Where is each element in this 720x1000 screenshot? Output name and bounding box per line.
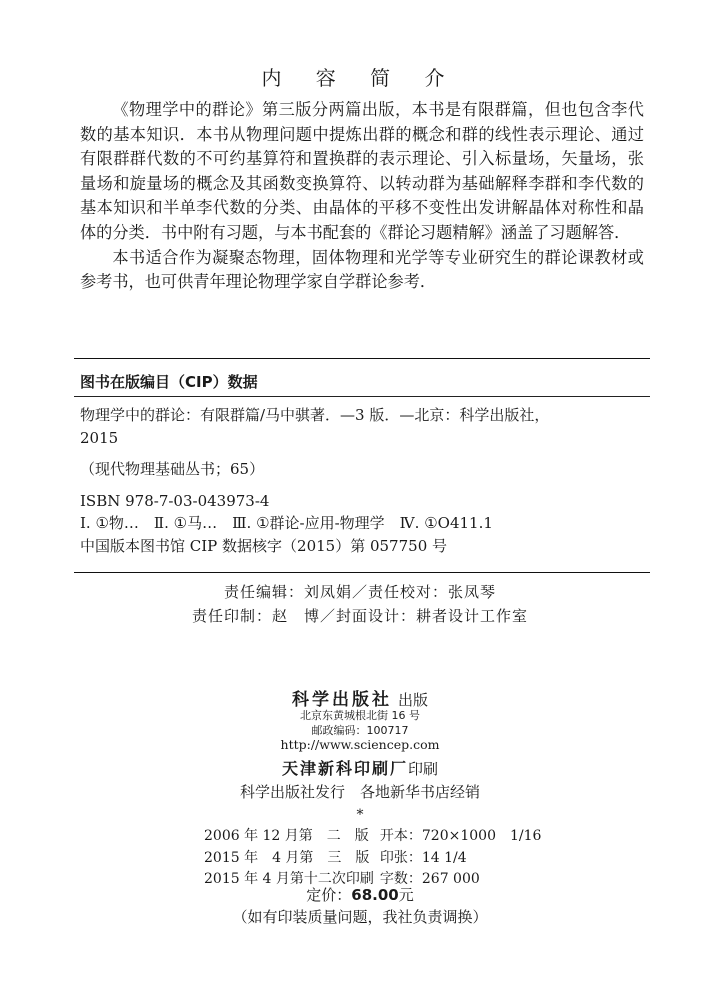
edition-cell: 2015 年 4 月第十二次印刷 (204, 871, 374, 887)
credits-line-1: 责任编辑：刘凤娟／责任校对：张凤琴 (223, 583, 496, 601)
price-label: 定价： (306, 886, 352, 904)
publisher-url: http://www.sciencep.com (280, 737, 440, 752)
page-title: 内 容 简 介 (261, 66, 459, 90)
intro-paragraph-1: 《物理学中的群论》第三版分两篇出版，本书是有限群篇，但也包含李代数的基本知识．本书从物理问题中提炼出群的概念和群的线性表示理论、通过有限群群代数的不可约基算符和置换群的表示理论、引入标量场，矢量场，张量场和旋量场的概念及其函数变换算符、以转动群为基础解释李群和李代数的基本知识和半单李代数的分类、由晶体的平移不变性出发讲解晶体对称性和晶体的分类．书中附有习题，与本书配套的《群论习题精解》涵盖了习题解答． (80, 100, 644, 242)
separator-star: * (356, 807, 364, 823)
cip-bottom-rule (74, 572, 650, 573)
edition-cell: 2015 年 4 月第 三 版 (204, 849, 370, 866)
edition-row (204, 826, 547, 848)
price-line (0, 884, 720, 905)
printer-line (0, 756, 720, 779)
cip-line-title: 物理学中的群论：有限群篇/马中骐著．—3 版．—北京：科学出版社， (80, 406, 550, 424)
credits-line-2: 责任印制：赵 博／封面设计：耕者设计工作室 (191, 607, 528, 625)
publisher-name: 科学出版社 (291, 690, 392, 710)
cip-heading-rule (74, 396, 650, 397)
printer-name: 天津新科印刷厂 (281, 759, 408, 778)
price-unit: 元 (398, 886, 414, 904)
cip-top-rule (74, 358, 650, 359)
publisher-suffix: 出版 (397, 691, 428, 709)
edition-cell: 2006 年 12 月第 二 版 (204, 828, 369, 844)
cip-block (80, 404, 646, 557)
printer-suffix: 印刷 (408, 760, 439, 778)
price-value: 68.00 (351, 886, 399, 904)
edition-table (204, 826, 547, 891)
intro-paragraph-2: 本书适合作为凝聚态物理，固体物理和光学等专业研究生的群论课教材或参考书，也可供青年理论物理学家自学群论参考． (80, 247, 644, 292)
format-cell: 印张：14 1/4 (379, 849, 467, 866)
quality-note: （如有印装质量问题，我社负责调换） (232, 908, 488, 926)
cip-line-year: 2015 (80, 428, 119, 447)
cip-line-series: （现代物理基础丛书；65） (80, 460, 265, 478)
publisher-address: 北京东黄城根北街 16 号 (300, 709, 420, 722)
cip-line-record-number: 中国版本图书馆 CIP 数据核字（2015）第 057750 号 (80, 536, 448, 555)
format-cell: 字数：267 000 (379, 871, 480, 887)
distribution-line: 科学出版社发行 各地新华书店经销 (239, 783, 480, 801)
cip-line-classification: Ⅰ. ①物… Ⅱ. ①马… Ⅲ. ①群论-应用-物理学 Ⅳ. ①O411.1 (80, 514, 493, 532)
format-cell: 开本：720×1000 1/16 (379, 828, 542, 844)
cip-line-isbn: ISBN 978-7-03-043973-4 (80, 491, 270, 510)
intro-section (80, 98, 644, 295)
edition-row (204, 848, 547, 870)
publisher-postcode: 邮政编码：100717 (311, 724, 409, 737)
cip-heading: 图书在版编目（CIP）数据 (80, 373, 258, 391)
